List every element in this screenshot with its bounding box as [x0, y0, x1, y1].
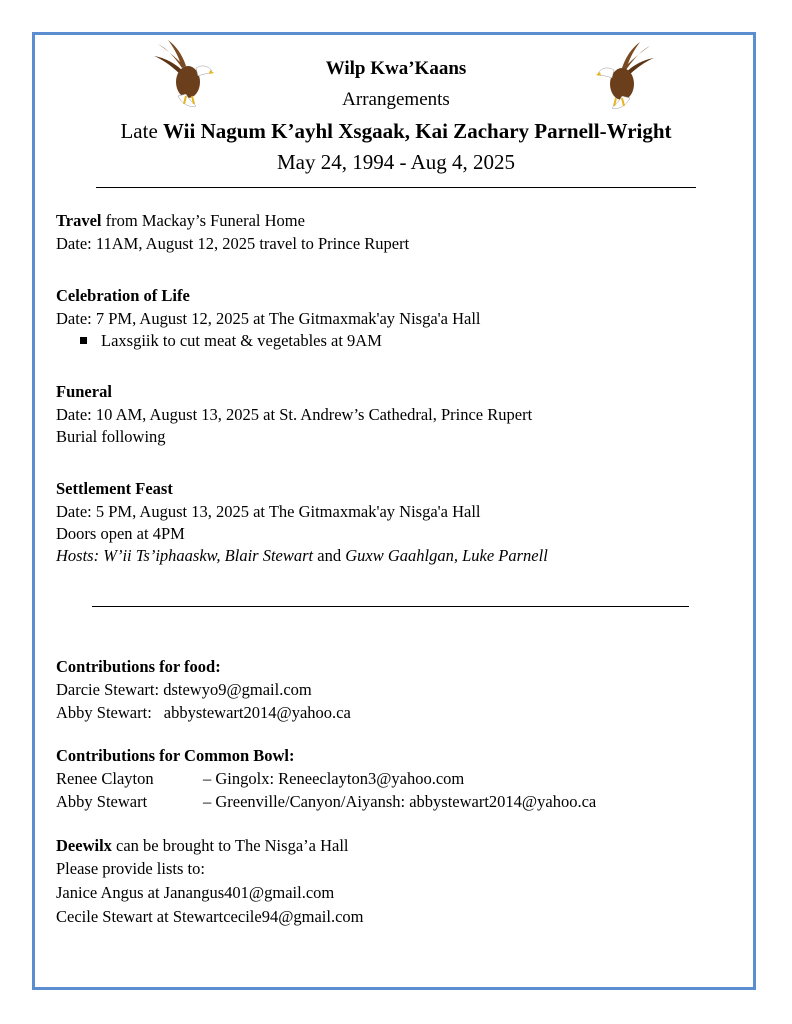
hosts-first: Hosts: W’ii Ts’iphaaskw, Blair Stewart — [56, 546, 314, 565]
deewilx-contact[interactable]: Cecile Stewart at Stewartcecile94@gmail.com — [56, 907, 364, 926]
travel-heading-rest: from Mackay’s Funeral Home — [101, 211, 305, 230]
feast-hosts — [56, 546, 548, 566]
document-subtitle: Arrangements — [342, 89, 450, 110]
contact-email[interactable]: abbystewart2014@yahoo.ca — [163, 703, 351, 722]
feast-date: Date: 5 PM, August 13, 2025 at The Gitmaxmak'ay Nisga'a Hall — [56, 502, 481, 521]
celebration-bullet-text: Laxsgiik to cut meat & vegetables at 9AM — [101, 331, 382, 350]
feast-doors: Doors open at 4PM — [56, 524, 185, 543]
celebration-date: Date: 7 PM, August 12, 2025 at The Gitmaxmak'ay Nisga'a Hall — [56, 309, 481, 328]
travel-date: Date: 11AM, August 12, 2025 travel to Prince Rupert — [56, 234, 410, 253]
square-bullet-icon — [80, 337, 87, 344]
late-name: Wii Nagum K’ayhl Xsgaak, Kai Zachary Parnell-Wright — [163, 119, 672, 143]
contact-detail[interactable]: – Gingolx: Reneeclayton3@yahoo.com — [203, 769, 465, 788]
food-contact — [56, 703, 351, 723]
deewilx-contact[interactable]: Janice Angus at Janangus401@gmail.com — [56, 883, 335, 902]
hosts-and: and — [313, 546, 346, 565]
late-prefix: Late — [120, 119, 164, 143]
contact-name: Abby Stewart — [56, 792, 148, 811]
hosts-second: Guxw Gaahlgan, Luke Parnell — [345, 546, 548, 565]
contact-name: Abby Stewart: — [56, 703, 152, 722]
org-title: Wilp Kwa’Kaans — [325, 58, 467, 79]
food-contact — [56, 680, 312, 700]
funeral-note: Burial following — [56, 427, 166, 446]
celebration-bullet — [80, 331, 382, 351]
deewilx-provide: Please provide lists to: — [56, 859, 205, 878]
funeral-heading-bold: Funeral — [56, 382, 112, 401]
contact-name: Renee Clayton — [56, 769, 154, 788]
travel-heading — [56, 211, 305, 231]
divider — [92, 606, 689, 607]
bowl-heading-bold: Contributions for Common Bowl: — [56, 746, 295, 765]
celebration-heading — [56, 286, 190, 306]
deceased-name — [0, 119, 792, 144]
deewilx-heading-rest: can be brought to The Nisga’a Hall — [111, 836, 349, 855]
celebration-heading-bold: Celebration of Life — [56, 286, 190, 305]
food-heading-bold: Contributions for food: — [56, 657, 221, 676]
contact-detail[interactable]: – Greenville/Canyon/Aiyansh: abbystewart2014@yahoo.ca — [203, 792, 597, 811]
feast-heading-bold: Settlement Feast — [56, 479, 173, 498]
travel-heading-bold: Travel — [56, 211, 102, 230]
bowl-contact — [56, 769, 464, 789]
bowl-heading — [56, 746, 295, 766]
feast-heading — [56, 479, 173, 499]
contact-name: Darcie Stewart: — [56, 680, 160, 699]
funeral-date: Date: 10 AM, August 13, 2025 at St. Andrew’s Cathedral, Prince Rupert — [56, 405, 533, 424]
contact-email[interactable]: dstewyo9@gmail.com — [163, 680, 312, 699]
deewilx-heading-bold: Deewilx — [56, 836, 112, 855]
life-dates: May 24, 1994 - Aug 4, 2025 — [277, 150, 515, 174]
divider — [96, 187, 696, 188]
bowl-contact — [56, 792, 596, 812]
funeral-heading — [56, 382, 112, 402]
deewilx-heading — [56, 836, 349, 856]
food-heading — [56, 657, 221, 677]
